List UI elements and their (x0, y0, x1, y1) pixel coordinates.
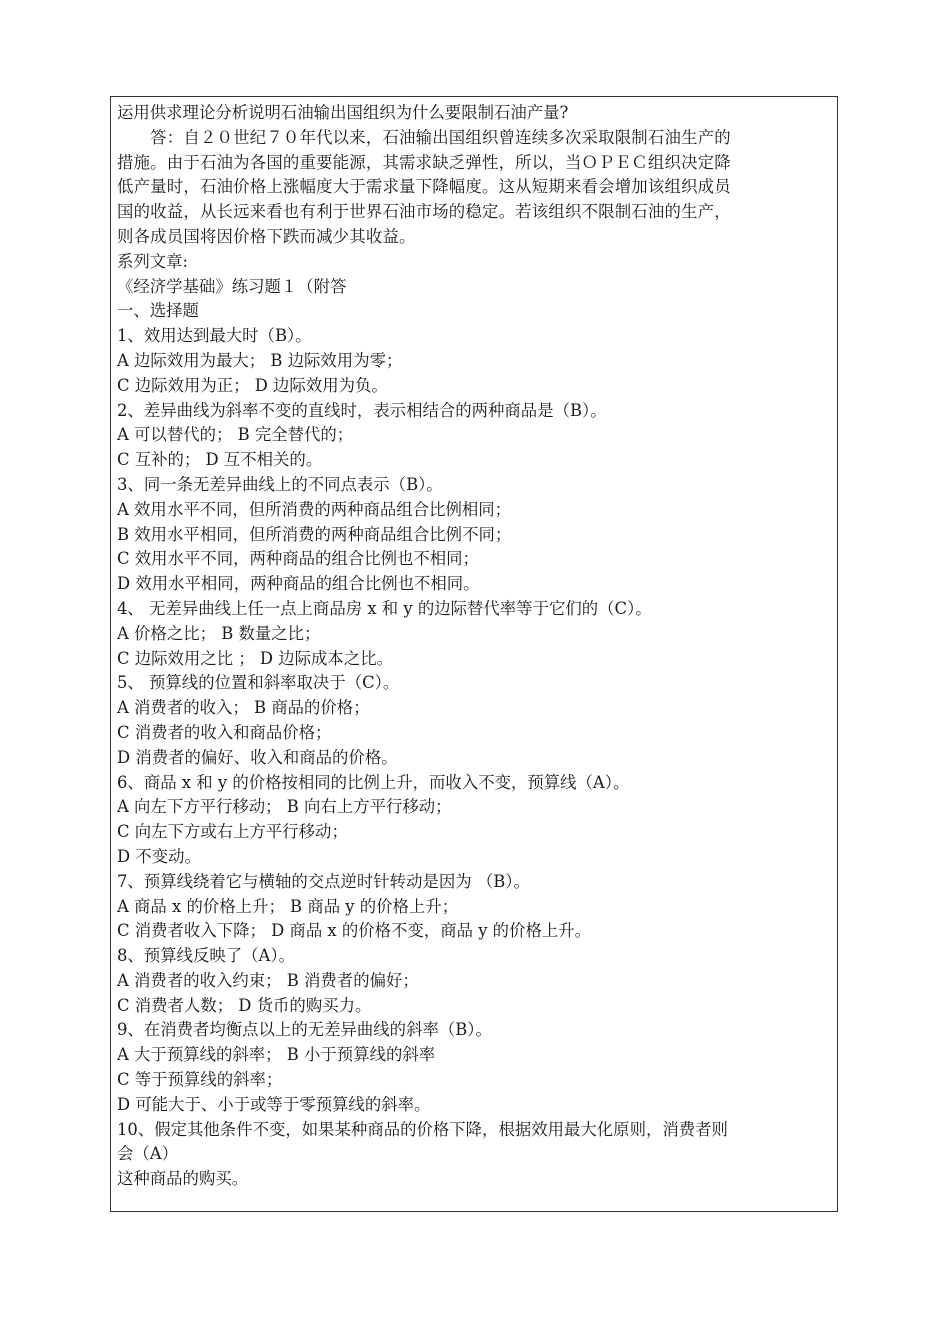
exercise-line: C 等于预算线的斜率； (117, 1070, 283, 1090)
exercise-line: A 效用水平不同，但所消费的两种商品组合比例相同； (117, 499, 512, 519)
exercise-line: 10、假定其他条件不变，如果某种商品的价格下降，根据效用最大化原则，消费者则 (117, 1119, 728, 1139)
exercise-line: 9、在消费者均衡点以上的无差异曲线的斜率（B）。 (117, 1020, 492, 1040)
question-line: 运用供求理论分析说明石油输出国组织为什么要限制石油产量? (117, 103, 569, 122)
exercise-line: D 效用水平相同，两种商品的组合比例也不相同。 (117, 574, 480, 594)
exercise-line: 1、效用达到最大时（B）。 (117, 326, 312, 346)
exercise-line: D 可能大于、小于或等于零预算线的斜率。 (117, 1094, 431, 1114)
exercise-line: 4、 无差异曲线上任一点上商品房 x 和 y 的边际替代率等于它们的（C）。 (117, 598, 652, 618)
series-label: 系列文章: (117, 251, 189, 271)
answer-line: 低产量时，石油价格上涨幅度大于需求量下降幅度。这从短期来看会增加该组织成员 (117, 177, 731, 197)
article-title: 《经济学基础》练习题１（附答 (117, 276, 347, 296)
exercise-line: A 价格之比； B 数量之比； (117, 623, 321, 643)
answer-line: 国的收益，从长远来看也有利于世界石油市场的稳定。若该组织不限制石油的生产， (117, 202, 731, 222)
exercise-line: C 边际效用为正； D 边际效用为负。 (117, 375, 388, 395)
exercise-line: A 大于预算线的斜率； B 小于预算线的斜率 (117, 1045, 436, 1065)
exercise-line: 7、预算线绕着它与横轴的交点逆时针转动是因为 （B）。 (117, 871, 530, 891)
exercise-line: A 边际效用为最大； B 边际效用为零； (117, 350, 403, 370)
document-body (117, 101, 833, 1192)
exercise-line: A 商品 x 的价格上升； B 商品 y 的价格上升； (117, 896, 459, 916)
exercise-line: A 可以替代的； B 完全替代的； (117, 425, 354, 445)
exercise-line: C 边际效用之比 ； D 边际成本之比。 (117, 648, 393, 668)
answer-line: 措施。由于石油为各国的重要能源，其需求缺乏弹性，所以，当ＯＰＥＣ组织决定降 (117, 152, 731, 172)
exercise-line: 5、 预算线的位置和斜率取决于（C）。 (117, 673, 400, 693)
exercise-line: C 互补的； D 互不相关的。 (117, 450, 323, 470)
exercise-line: 6、商品 x 和 y 的价格按相同的比例上升，而收入不变，预算线（A）。 (117, 772, 630, 792)
exercise-line: 会（A） (117, 1144, 179, 1164)
exercise-line: C 消费者收入下降； D 商品 x 的价格不变，商品 y 的价格上升。 (117, 921, 592, 941)
exercise-line: A 向左下方平行移动； B 向右上方平行移动； (117, 797, 452, 817)
exercise-line: 3、同一条无差异曲线上的不同点表示（B）。 (117, 474, 443, 494)
exercise-line: C 向左下方或右上方平行移动； (117, 822, 348, 842)
exercise-line: A 消费者的收入约束； B 消费者的偏好； (117, 970, 419, 990)
exercise-line: D 不变动。 (117, 846, 201, 866)
section-heading: 一、选择题 (117, 301, 199, 321)
exercise-line: 8、预算线反映了（A）。 (117, 946, 295, 966)
exercise-line: 这种商品的购买。 (117, 1169, 249, 1189)
exercise-line: B 效用水平相同，但所消费的两种商品组合比例不同； (117, 524, 512, 544)
exercise-line: C 消费者的收入和商品价格； (117, 722, 332, 742)
exercise-line: D 消费者的偏好、收入和商品的价格。 (117, 747, 398, 767)
exercise-line: 2、差异曲线为斜率不变的直线时，表示相结合的两种商品是（B）。 (117, 400, 607, 420)
exercise-line: C 效用水平不同，两种商品的组合比例也不相同； (117, 549, 479, 569)
exercise-line: C 消费者人数； D 货币的购买力。 (117, 995, 372, 1015)
exercise-line: A 消费者的收入； B 商品的价格； (117, 698, 370, 718)
answer-line: 则各成员国将因价格下跌而减少其收益。 (117, 226, 416, 246)
answer-line: 答：自２０世纪７０年代以来，石油输出国组织曾连续多次采取限制石油生产的 (117, 127, 731, 147)
